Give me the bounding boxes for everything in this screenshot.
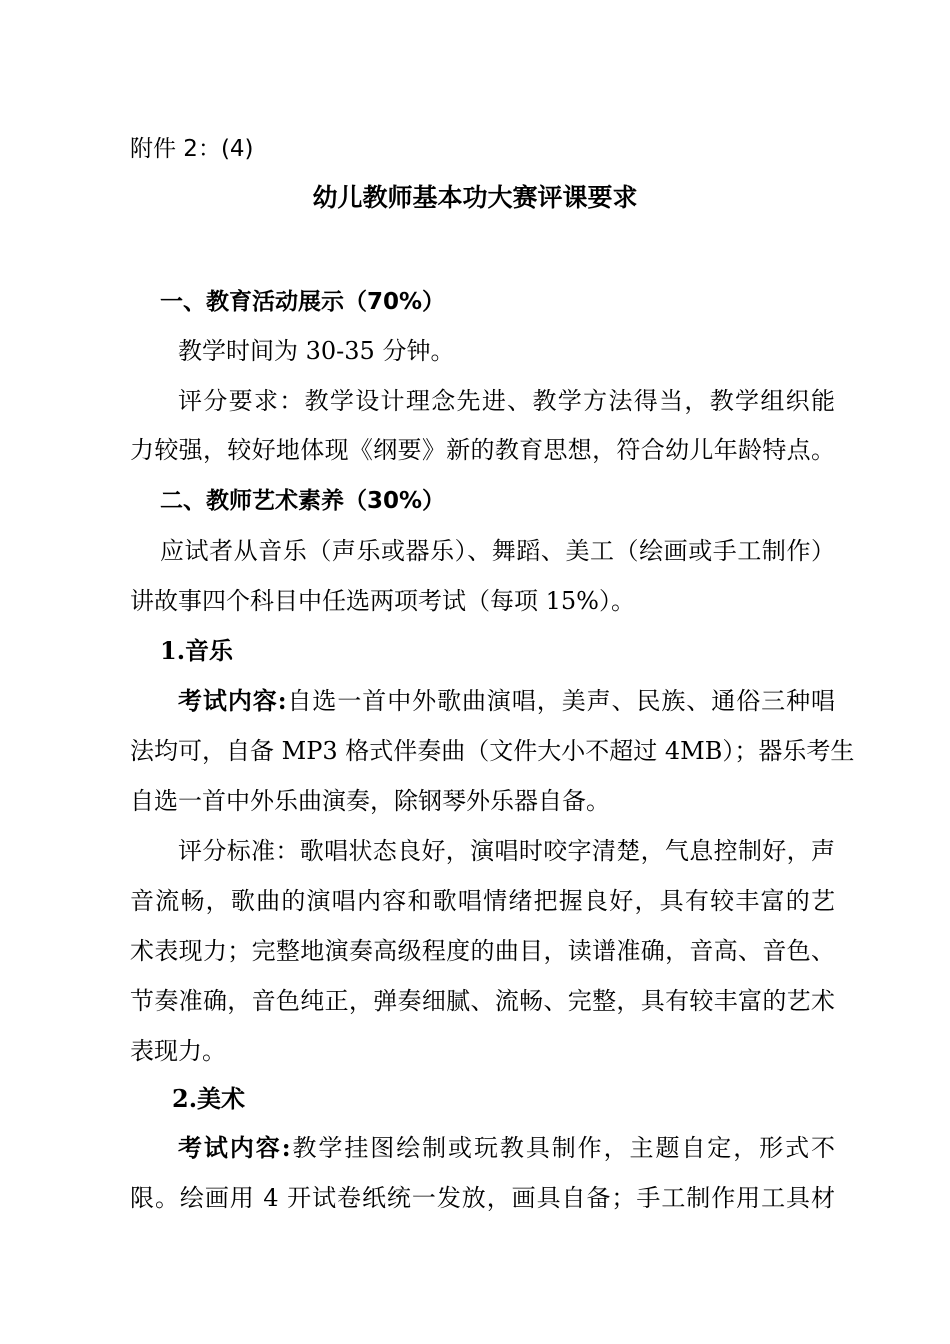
section1-paragraph: 力较强，较好地体现《纲要》新的教育思想，符合幼儿年龄特点。 — [130, 436, 835, 464]
section2-paragraph: 讲故事四个科目中任选两项考试（每项 15%）。 — [130, 587, 635, 615]
music-content-paragraph: 自选一首中外乐曲演奏，除钢琴外乐器自备。 — [130, 787, 610, 815]
section1-paragraph: 评分要求：教学设计理念先进、教学方法得当，教学组织能 — [178, 387, 835, 415]
music-content-text: 自选一首中外歌曲演唱，美声、民族、通俗三种唱 — [286, 687, 836, 715]
art-content-label: 考试内容: — [178, 1133, 291, 1162]
section2-paragraph: 应试者从音乐（声乐或器乐）、舞蹈、美工（绘画或手工制作） — [160, 537, 835, 565]
music-criteria-paragraph: 表现力。 — [130, 1037, 226, 1065]
art-heading: 2.美术 — [172, 1084, 246, 1113]
music-criteria-paragraph: 评分标准：歌唱状态良好，演唱时咬字清楚，气息控制好，声 — [178, 837, 835, 865]
music-content-paragraph — [178, 686, 835, 716]
document-title: 幼儿教师基本功大赛评课要求 — [312, 183, 638, 212]
music-heading: 1.音乐 — [160, 636, 234, 665]
annex-label: 附件 2：(4) — [130, 136, 254, 162]
art-content-paragraph: 限。绘画用 4 开试卷纸统一发放，画具自备；手工制作用工具材 — [130, 1184, 835, 1212]
music-criteria-paragraph: 节奏准确，音色纯正，弹奏细腻、流畅、完整，具有较丰富的艺术 — [130, 987, 835, 1015]
section1-heading: 一、教育活动展示（70%） — [160, 289, 446, 315]
section2-heading: 二、教师艺术素养（30%） — [160, 488, 446, 514]
music-criteria-paragraph: 术表现力；完整地演奏高级程度的曲目，读谱准确，音高、音色、 — [130, 937, 835, 965]
music-criteria-paragraph: 音流畅，歌曲的演唱内容和歌唱情绪把握良好，具有较丰富的艺 — [130, 887, 835, 915]
music-content-label: 考试内容: — [178, 686, 287, 715]
art-content-text: 教学挂图绘制或玩教具制作，主题自定，形式不 — [290, 1134, 835, 1162]
section1-paragraph: 教学时间为 30-35 分钟。 — [178, 337, 455, 365]
art-content-paragraph — [178, 1133, 835, 1163]
music-content-paragraph: 法均可，自备 MP3 格式伴奏曲（文件大小不超过 4MB）；器乐考生 — [130, 737, 855, 765]
